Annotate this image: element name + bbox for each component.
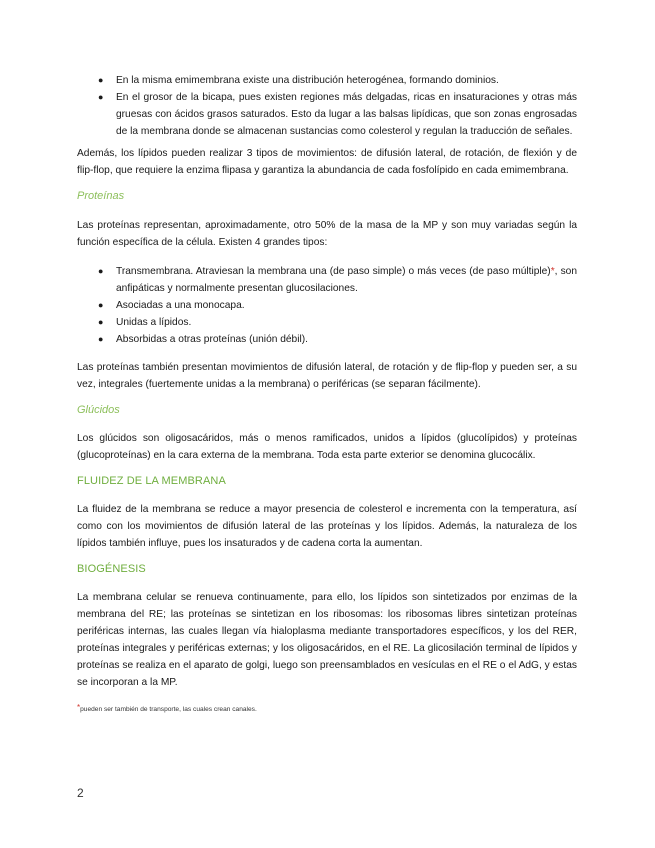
paragraph-proteinas: Las proteínas representan, aproximadamente, otro 50% de la masa de la MP y son muy variadas según la función específica de la célula. Existen 4 grandes tipos:: [77, 220, 577, 248]
heading-biogenesis: BIOGÉNESIS: [77, 563, 146, 575]
list-item-text: En el grosor de la bicapa, pues existen regiones más delgadas, ricas en insaturaciones y otras más gruesas con ácidos grasos saturados. Esto da lugar a las balsas lipídicas, que son zonas engrosadas de la membrana donde se almacenan sustancias como colesterol y regulan la traducción de señales.: [116, 92, 577, 137]
list-item-text: Transmembrana. Atraviesan la membrana una (de paso simple) o más veces (de paso múltiple): [116, 266, 551, 277]
list-item-text: En la misma emimembrana existe una distribución heterogénea, formando dominios.: [116, 75, 499, 86]
list-item-text: Absorbidas a otras proteínas (unión débil).: [116, 334, 308, 345]
footnote: [77, 703, 577, 715]
paragraph-biogenesis: La membrana celular se renueva continuamente, para ello, los lípidos son sintetizados por enzimas de la membrana del RE; las proteínas se sintetizan en los ribosomas: los ribosomas libres sintetizan proteínas periféricas internas, las cuales llegan vía hialoplasma mediante transportadores específicos, y los del RER, proteínas integrales y periféricas externas; y los oligosacáridos, en el RE. La glicosilación terminal de lípidos y proteínas se realiza en el aparato de golgi, luego son preensamblados en vesículas en el RE o el AdG, y estas se incorporan a la MP.: [77, 592, 577, 688]
protein-types-list: [77, 263, 577, 348]
paragraph-protein-movements: Las proteínas también presentan movimientos de difusión lateral, de rotación y de flip-flop y pueden ser, a su vez, integrales (fuertemente unidas a la membrana) o periféricas (se separan fácilmente).: [77, 362, 577, 390]
list-item-text-cont: , son anfipáticas y normalmente presentan glucosilaciones.: [116, 266, 577, 294]
list-item: [77, 331, 577, 348]
bullet-icon: ●: [98, 92, 104, 102]
bullet-icon: ●: [98, 300, 104, 310]
bullet-icon: ●: [98, 266, 104, 276]
paragraph-glucidos: Los glúcidos son oligosacáridos, más o menos ramificados, unidos a lípidos (glucolípidos) y proteínas (glucoproteínas) en la cara externa de la membrana. Toda esta parte exterior se denomina glucocálix.: [77, 433, 577, 461]
bullet-icon: ●: [98, 75, 104, 85]
paragraph-lipid-movements: Además, los lípidos pueden realizar 3 tipos de movimientos: de difusión lateral, de rotación, de flexión y de flip-flop, que requiere la enzima flipasa y garantiza la abundancia de cada fosfolípido en cada emimembrana.: [77, 148, 577, 176]
list-item: [77, 297, 577, 314]
bullet-icon: ●: [98, 334, 104, 344]
paragraph-fluidez: La fluidez de la membrana se reduce a mayor presencia de colesterol e incrementa con la temperatura, así como con los movimientos de difusión lateral de las proteínas y los lípidos. Además, la naturaleza de los lípidos también influye, pues los insaturados y de cadena corta la aumentan.: [77, 504, 577, 549]
footnote-mark: *: [77, 703, 81, 712]
list-item: [77, 314, 577, 331]
list-item-text: Unidas a lípidos.: [116, 317, 192, 328]
bullet-icon: ●: [98, 317, 104, 327]
footnote-text: pueden ser también de transporte, las cuales crean canales.: [80, 706, 257, 713]
page-number: 2: [77, 786, 84, 800]
list-item: [77, 263, 577, 297]
list-item: [77, 89, 577, 140]
list-item-text: Asociadas a una monocapa.: [116, 300, 245, 311]
lipid-distribution-list: [77, 72, 577, 140]
footnote-reference: *: [550, 266, 555, 277]
heading-fluidez: FLUIDEZ DE LA MEMBRANA: [77, 475, 226, 487]
heading-glucidos: Glúcidos: [77, 404, 120, 416]
list-item: [77, 72, 577, 89]
page-content: [77, 72, 577, 715]
heading-proteinas: Proteínas: [77, 190, 125, 202]
